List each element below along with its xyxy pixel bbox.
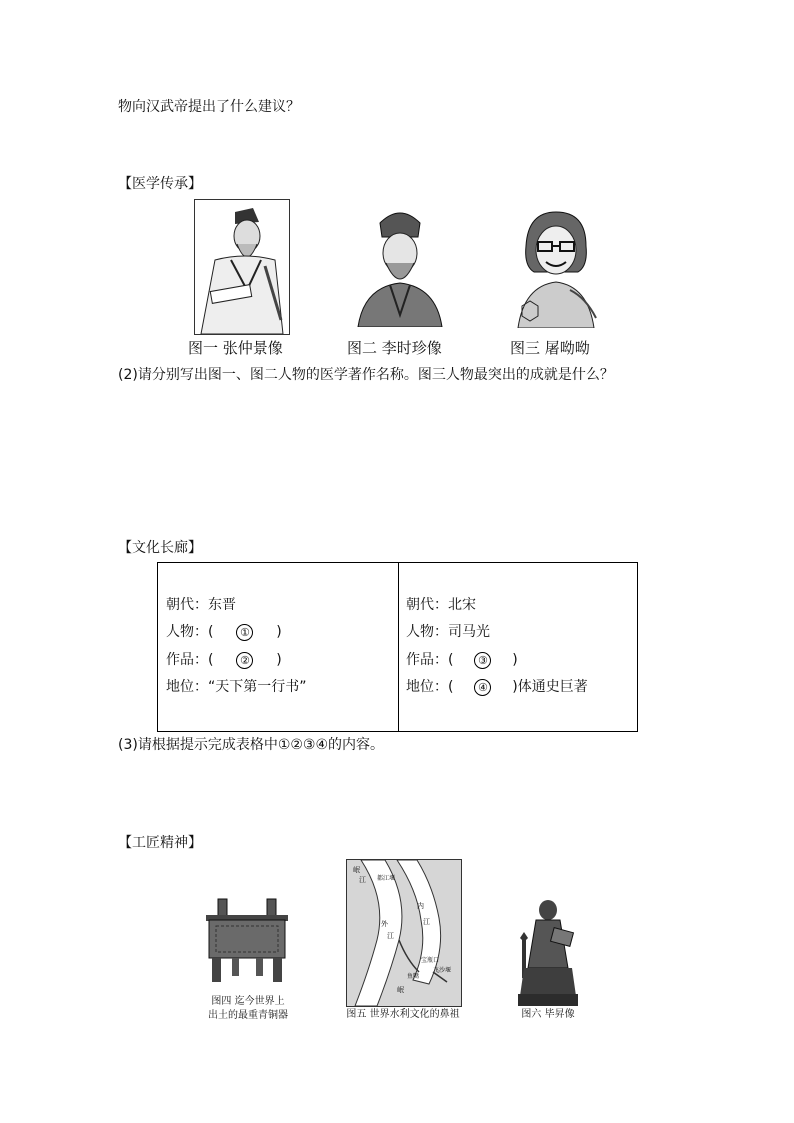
figure-3-caption: 图三 屠呦呦 — [510, 339, 590, 357]
map-label-wai: 外 — [381, 920, 388, 928]
section-heading-culture: 【文化长廊】 — [118, 540, 202, 556]
left-person-close: ) — [276, 624, 282, 640]
blank-2-mark: ② — [236, 652, 253, 669]
right-person: 人物：司马光 — [406, 624, 490, 640]
modern-scientist-portrait-icon — [508, 206, 604, 328]
section-heading-craft: 【工匠精神】 — [118, 835, 202, 851]
dujiangyan-map-icon — [347, 860, 461, 1006]
map-label-feishayan: 飞沙堰 — [433, 967, 452, 974]
table-divider — [398, 563, 399, 731]
map-label-jiang-2: 江 — [423, 918, 430, 926]
left-work-row — [166, 649, 282, 669]
blank-3-mark: ③ — [474, 652, 491, 669]
map-label-dujiangyan: 都江堰 — [377, 875, 396, 882]
blank-4-mark: ④ — [474, 679, 491, 696]
bronze-ding-figure — [202, 893, 292, 987]
figure-6-caption: 图六 毕昇像 — [521, 1009, 575, 1020]
right-status-tail: )体通史巨著 — [512, 679, 588, 695]
question-1-tail: 物向汉武帝提出了什么建议？ — [118, 99, 300, 115]
map-label-jiang-3: 江 — [387, 932, 394, 940]
left-person-label: 人物：( — [166, 624, 214, 640]
dujiangyan-map — [346, 859, 462, 1007]
left-work-label: 作品：( — [166, 652, 214, 668]
bisheng-statue-icon — [512, 898, 584, 1006]
zhang-zhongjing-portrait — [194, 199, 290, 335]
map-label-baopingkou: 宝瓶口 — [421, 957, 440, 964]
figure-5-caption: 图五 世界水利文化的鼻祖 — [346, 1009, 460, 1020]
figure-4-caption-line2: 出土的最重青铜器 — [208, 1010, 288, 1021]
ming-physician-portrait-icon — [350, 203, 450, 327]
right-work-close: ) — [512, 652, 518, 668]
right-status-label: 地位：( — [406, 679, 454, 695]
figure-1-caption: 图一 张仲景像 — [188, 339, 283, 357]
left-person-row — [166, 621, 282, 641]
left-dynasty: 朝代：东晋 — [166, 597, 236, 613]
culture-table — [157, 562, 638, 732]
question-2: (2)请分别写出图一、图二人物的医学著作名称。图三人物最突出的成就是什么？ — [118, 367, 614, 383]
right-status-row — [406, 676, 588, 696]
map-label-min: 岷 — [353, 866, 360, 874]
map-label-jiang: 江 — [359, 876, 366, 884]
map-label-min-2: 岷 — [397, 986, 404, 994]
figure-4-caption — [196, 995, 300, 1023]
li-shizhen-portrait — [350, 203, 450, 327]
map-label-yuzui: 鱼嘴 — [407, 973, 420, 980]
blank-1-mark: ① — [236, 624, 253, 641]
figure-2-caption: 图二 李时珍像 — [347, 339, 442, 357]
left-status: 地位：“天下第一行书” — [166, 679, 307, 695]
section-heading-medical: 【医学传承】 — [118, 176, 202, 192]
tu-youyou-portrait — [508, 206, 604, 328]
right-work-label: 作品：( — [406, 652, 454, 668]
left-work-close: ) — [276, 652, 282, 668]
bronze-ding-icon — [202, 893, 292, 987]
bisheng-statue — [512, 898, 584, 1006]
question-3: (3)请根据提示完成表格中①②③④的内容。 — [118, 737, 385, 753]
right-work-row — [406, 649, 518, 669]
figure-4-caption-line1: 图四 迄今世界上 — [211, 996, 285, 1007]
right-dynasty: 朝代：北宋 — [406, 597, 476, 613]
map-label-nei: 内 — [417, 902, 424, 910]
ancient-scholar-portrait-icon — [195, 200, 289, 334]
